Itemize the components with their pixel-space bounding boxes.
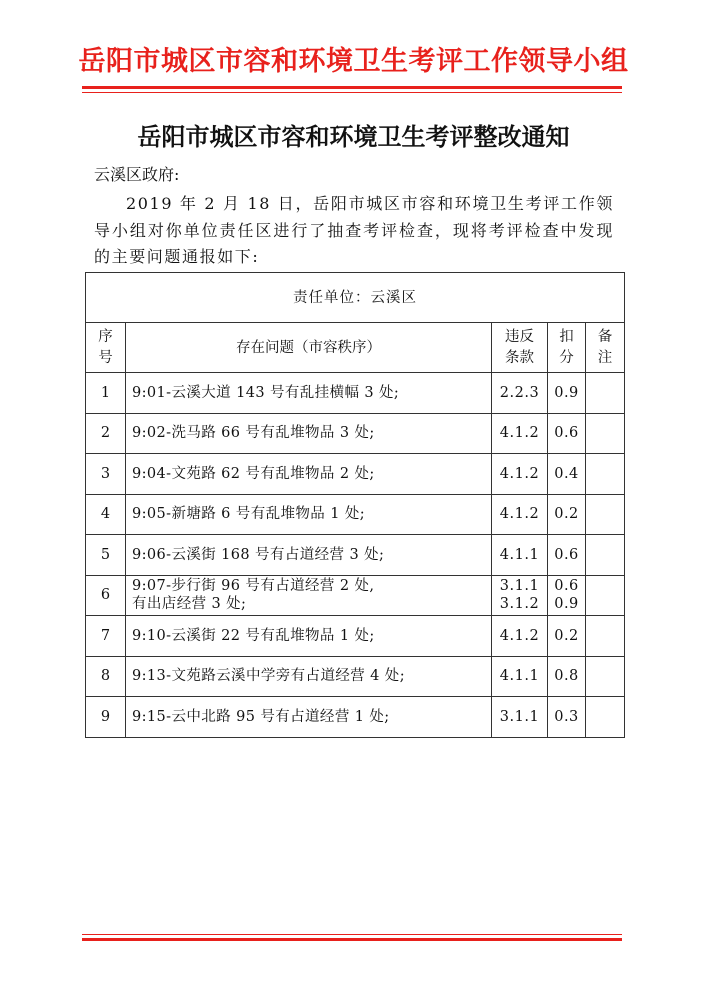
table-header-row: [86, 323, 625, 373]
unit-row: [86, 273, 625, 323]
row-score: [548, 575, 586, 616]
header-clause-label: 违反条款: [505, 328, 534, 366]
row-note: [586, 494, 625, 535]
notice-title: 岳阳市城区市容和环境卫生考评整改通知: [137, 123, 570, 151]
row-seq: 5: [86, 535, 126, 576]
row-issue: [126, 575, 492, 616]
row-clause: 4.1.2: [492, 494, 548, 535]
row-clause: 4.1.1: [492, 656, 548, 697]
row-clause: [492, 575, 548, 616]
header-issue: 存在问题（市容秩序）: [126, 323, 492, 373]
row-note: [586, 454, 625, 495]
row-note: [586, 535, 625, 576]
table-row: [86, 373, 625, 414]
row-seq: 8: [86, 656, 126, 697]
row-clause: 4.1.1: [492, 535, 548, 576]
row-score: 0.2: [548, 616, 586, 657]
row-score: 0.9: [548, 373, 586, 414]
issues-table: [85, 272, 625, 738]
row-clause: 4.1.2: [492, 616, 548, 657]
row-seq: 4: [86, 494, 126, 535]
row-issue: 9:05-新塘路 6 号有乱堆物品 1 处;: [126, 494, 492, 535]
notice-body: 2019 年 2 月 18 日，岳阳市城区市容和环境卫生考评工作领导小组对你单位责任区进行了抽查考评检查，现将考评检查中发现的主要问题通报如下:: [94, 194, 614, 266]
row-issue-line: 有出店经营 3 处;: [132, 596, 247, 613]
row-note: [586, 373, 625, 414]
header-note-label: 备注: [597, 328, 613, 366]
row-clause-line: 3.1.1: [499, 578, 540, 595]
row-issue-line: 9:07-步行街 96 号有占道经营 2 处,: [132, 578, 375, 595]
row-score: 0.6: [548, 535, 586, 576]
row-score: 0.8: [548, 656, 586, 697]
header-note: [586, 323, 625, 373]
row-score-line: 0.6: [554, 578, 579, 595]
table-row: [86, 656, 625, 697]
row-clause: 3.1.1: [492, 697, 548, 738]
header-score: [548, 323, 586, 373]
header-rule-thick: [82, 86, 622, 89]
row-score: 0.4: [548, 454, 586, 495]
row-issue: 9:13-文苑路云溪中学旁有占道经营 4 处;: [126, 656, 492, 697]
org-header-title: 岳阳市城区市容和环境卫生考评工作领导小组: [78, 46, 629, 77]
row-issue: 9:01-云溪大道 143 号有乱挂横幅 3 处;: [126, 373, 492, 414]
row-issue: 9:15-云中北路 95 号有占道经营 1 处;: [126, 697, 492, 738]
table-row: [86, 616, 625, 657]
row-issue: 9:04-文苑路 62 号有乱堆物品 2 处;: [126, 454, 492, 495]
row-score: 0.2: [548, 494, 586, 535]
row-clause: 2.2.3: [492, 373, 548, 414]
row-issue: 9:02-洗马路 66 号有乱堆物品 3 处;: [126, 413, 492, 454]
footer-rule-thin: [82, 934, 622, 935]
table-row: [86, 494, 625, 535]
row-seq: 6: [86, 575, 126, 616]
row-note: [586, 616, 625, 657]
row-seq: 3: [86, 454, 126, 495]
row-seq: 2: [86, 413, 126, 454]
header-score-label: 扣分: [559, 328, 574, 366]
addressee: 云溪区政府:: [94, 165, 180, 184]
table-row: [86, 697, 625, 738]
row-note: [586, 413, 625, 454]
row-issue: 9:10-云溪街 22 号有乱堆物品 1 处;: [126, 616, 492, 657]
row-score: 0.3: [548, 697, 586, 738]
row-score: 0.6: [548, 413, 586, 454]
responsible-unit: 责任单位：云溪区: [86, 273, 625, 323]
table-row: [86, 535, 625, 576]
row-clause: 4.1.2: [492, 454, 548, 495]
row-issue: 9:06-云溪街 168 号有占道经营 3 处;: [126, 535, 492, 576]
footer-rule-thick: [82, 938, 622, 941]
header-seq-label: 序号: [98, 328, 113, 366]
row-score-line: 0.9: [554, 596, 579, 613]
row-clause: 4.1.2: [492, 413, 548, 454]
table-row: [86, 454, 625, 495]
table-row: [86, 575, 625, 616]
row-seq: 1: [86, 373, 126, 414]
row-seq: 7: [86, 616, 126, 657]
header-seq: [86, 323, 126, 373]
header-rule-thin: [82, 92, 622, 93]
row-note: [586, 697, 625, 738]
row-seq: 9: [86, 697, 126, 738]
row-clause-line: 3.1.2: [499, 596, 540, 613]
table-row: [86, 413, 625, 454]
header-clause: [492, 323, 548, 373]
row-note: [586, 575, 625, 616]
row-note: [586, 656, 625, 697]
